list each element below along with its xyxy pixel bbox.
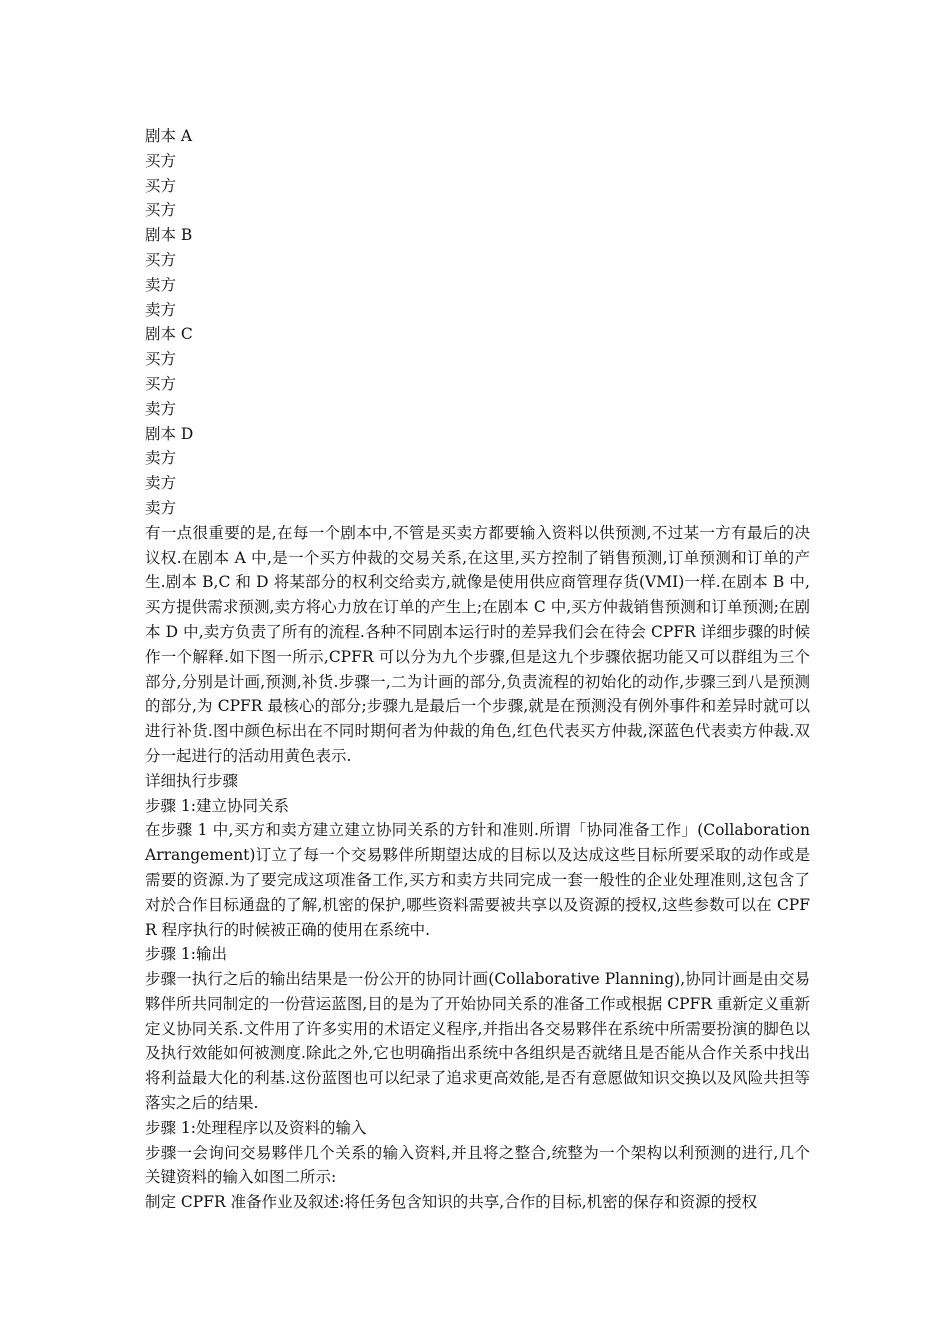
step1-paragraph-text: 在步骤 1 中,买方和卖方建立建立协同关系的方针和准则.所谓「协同准备工作」(Collaboration Arrangement)订立了每一个交易夥伴所期望达成的目标以及达成这些目标所要采取的动作或是需要的资源.为了要完成这项准备工作,买方和卖方共同完成一套一般性的企业处理准则,这包含了对於合作目标通盘的了解,机密的保护,哪些资料需要被共享以及资源的授权,这些参数可以在 CPFR 程序执行的时候被正确的使用在系统中. bbox=[145, 821, 810, 939]
scenario-a-role-1: 买方 bbox=[145, 151, 177, 170]
step1-output-paragraph bbox=[145, 967, 810, 1116]
scenario-d-heading: 剧本 D bbox=[145, 424, 194, 443]
scenario-d-role-3: 卖方 bbox=[145, 498, 177, 517]
scenario-c-role-1: 买方 bbox=[145, 350, 177, 369]
scenario-d-role-2: 卖方 bbox=[145, 474, 177, 493]
step1-output-paragraph-text: 步骤一执行之后的输出结果是一份公开的协同计画(Collaborative Planning),协同计画是由交易夥伴所共同制定的一份营运蓝图,目的是为了开始协同关系的准备工作或根据 CPFR 重新定义重新定义协同关系.文件用了许多实用的术语定义程序,并指出各交易夥伴在系统中所需要扮演的脚色以及执行效能如何被测度.除此之外,它也明确指出系统中各组织是否就绪且是否能从合作关系中找出将利益最大化的利基.这份蓝图也可以纪录了追求更高效能,是否有意愿做知识交换以及风险共担等落实之后的结果. bbox=[145, 970, 810, 1113]
step1-title: 步骤 1:建立协同关系 bbox=[145, 796, 290, 815]
cpfr-preparation-line: 制定 CPFR 准备作业及叙述:将任务包含知识的共享,合作的目标,机密的保存和资源的授权 bbox=[145, 1193, 758, 1212]
intro-paragraph-text: 有一点很重要的是,在每一个剧本中,不管是买卖方都要输入资料以供预测,不过某一方有最后的决议权.在剧本 A 中,是一个买方仲裁的交易关系,在这里,买方控制了销售预测,订单预测和订单的产生.剧本 B,C 和 D 将某部分的权利交给卖方,就像是使用供应商管理存货(VMI)一样.在剧本 B 中,买方提供需求预测,卖方将心力放在订单的产生上;在剧本 C 中,买方仲裁销售预测和订单预测;在剧本 D 中,卖方负责了所有的流程.各种不同剧本运行时的差异我们会在待会 CPFR 详细步骤的时候作一个解释.如下图一所示,CPFR 可以分为九个步骤,但是这九个步骤依据功能又可以群组为三个部分,分别是计画,预测,补货.步骤一,二为计画的部分,负责流程的初始化的动作,步骤三到八是预测的部分,为 CPFR 最核心的部分;步骤九是最后一个步骤,就是在预测没有例外事件和差异时就可以进行补货.图中颜色标出在不同时期何者为仲裁的角色,红色代表买方仲裁,深蓝色代表卖方仲裁.双分一起进行的活动用黄色表示. bbox=[145, 523, 810, 765]
detail-steps-heading: 详细执行步骤 bbox=[145, 771, 239, 790]
intro-paragraph bbox=[145, 521, 810, 769]
step1-paragraph bbox=[145, 818, 810, 942]
scenario-a-heading: 剧本 A bbox=[145, 127, 193, 145]
scenario-b-role-2: 卖方 bbox=[145, 275, 177, 294]
step1-process-paragraph bbox=[145, 1141, 810, 1191]
scenario-a-role-2: 买方 bbox=[145, 176, 177, 195]
scenario-c-role-2: 买方 bbox=[145, 374, 177, 393]
scenario-a-role-3: 买方 bbox=[145, 201, 177, 220]
scenario-b-heading: 剧本 B bbox=[145, 226, 193, 245]
step1-process-paragraph-text: 步骤一会询问交易夥伴几个关系的输入资料,并且将之整合,统整为一个架构以利预测的进行,几个关键资料的输入如图二所示: bbox=[145, 1143, 810, 1187]
document-page bbox=[145, 124, 810, 1215]
scenario-d-role-1: 卖方 bbox=[145, 449, 177, 468]
step1-process-title: 步骤 1:处理程序以及资料的输入 bbox=[145, 1118, 367, 1137]
scenario-c-role-3: 卖方 bbox=[145, 399, 177, 418]
scenario-c-heading: 剧本 C bbox=[145, 325, 193, 344]
scenario-b-role-3: 卖方 bbox=[145, 300, 177, 319]
scenario-b-role-1: 买方 bbox=[145, 250, 177, 269]
step1-output-title: 步骤 1:输出 bbox=[145, 945, 228, 964]
